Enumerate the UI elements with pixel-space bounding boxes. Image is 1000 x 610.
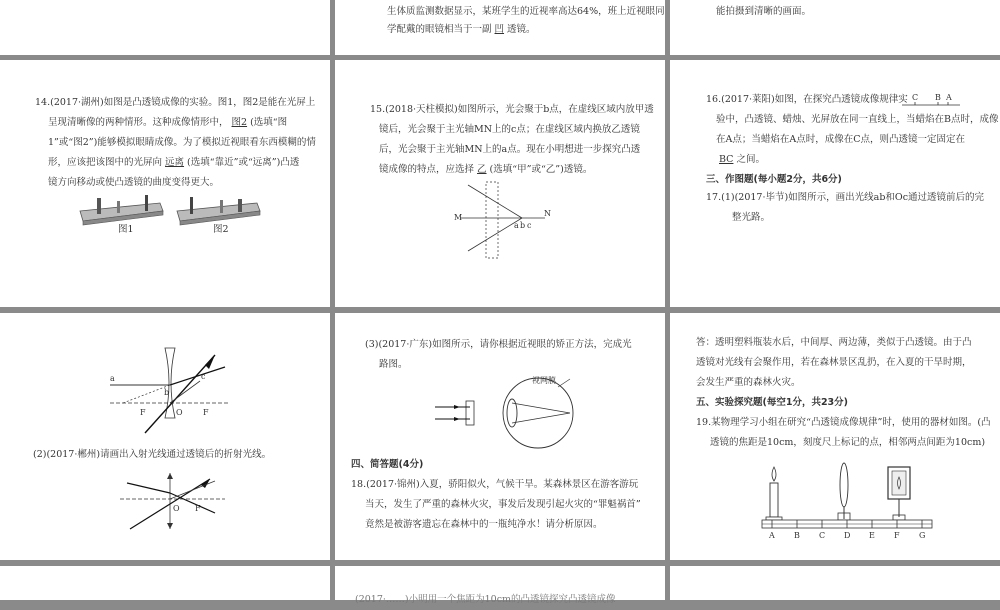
points-on-axis-diagram [900,94,962,110]
q18-line3: 竟然是被游客遗忘在森林中的一瓶纯净水！请分析原因。 [365,519,603,530]
q16-line2: 验中，凸透镜、蜡烛、光屏放在同一直线上，当蜡焰在B点时，成像 [716,114,999,125]
myopia-eye-diagram [430,375,580,451]
text-line: 能拍摄到清晰的画面。 [716,6,812,17]
converging-light-diagram [450,180,550,262]
label-A: A [946,93,952,102]
answer-blank: 凹 [494,24,505,35]
label-B: B [935,93,941,102]
text-fragment: 形，应该把该图中的光屏向 [48,157,163,168]
q17-2-text: (2)(2017·郴州)请画出入射光线通过透镜后的折射光线。 [33,449,272,460]
label-a: a [110,374,115,383]
text-line [387,20,536,40]
text-line: 生体质监测数据显示，某班学生的近视率高达64%，班上近视眼同 [387,6,665,17]
q17-line2: 整光路。 [732,212,771,223]
ruler-label: D [844,531,851,540]
panel-r1-right [670,0,1000,55]
text-fragment: (选填“靠近”或“远离”)凸透 [187,157,300,168]
answer-blank: 远离 [165,157,185,168]
panel-r1-left [0,0,330,55]
q17-3-line2: 路图。 [379,359,408,370]
q15-line2: 镜后，光会聚于主光轴MN上的c点；在虚线区域内换放乙透镜 [379,124,640,135]
section-heading: 三、作图题(每小题2分，共6分) [706,174,842,185]
panel-r4-mid [335,566,665,605]
q14-line2 [48,113,287,133]
label-b: b [520,221,526,230]
q14-line3: 1”或“图2”)能够模拟眼睛成像。为了模拟近视眼看东西模糊的情 [48,137,316,148]
ruler-label: A [769,531,775,540]
q15-line3: 后，光会聚于主光轴MN上的a点。现在小明想进一步探究凸透 [379,144,641,155]
q16-line1: 16.(2017·莱阳)如图，在探究凸透镜成像规律实 [706,94,908,105]
panel-q17-3-q18 [335,313,665,560]
label-O: O [176,408,183,417]
q19-line2: 透镜的焦距是10cm，刻度尺上标记的点，相邻两点间距为10cm) [710,437,986,448]
label-retina: 视网膜 [532,376,556,385]
convex-lens-ray-diagram [115,471,230,533]
figure-caption: 图2 [213,224,229,235]
panel-q16 [670,60,1000,307]
q16-line3: 在A点；当蜡焰在A点时，成像在C点，则凸透镜一定固定在 [716,134,965,145]
ruler-label: B [794,531,800,540]
label-N: N [544,209,551,218]
q14-line1: 14.(2017·湖州)如图是凸透镜成像的实验。图1，图2是能在光屏上 [35,97,316,108]
panel-q14 [0,60,330,307]
ruler-label: C [819,531,826,540]
text-fragment: 透镜。 [507,24,536,35]
answer-blank: 乙 [477,164,487,175]
ruler-label: E [869,531,875,540]
label-a: a [514,221,519,230]
concave-lens-ray-diagram [105,343,235,423]
label-c: c [201,372,206,381]
text-line-cutoff: (2017·……)小明用一个焦距为10cm的凸透镜探究凸透镜成像 [355,594,616,605]
label-F-right: F [203,408,209,417]
figure-caption: 图1 [118,224,134,235]
q15-line1: 15.(2018·天柱模拟)如图所示，光会聚于b点，在虚线区域内放甲透 [370,104,654,115]
q17-line1: 17.(1)(2017·毕节)如图所示，画出光线ab和Oc通过透镜前后的完 [706,192,985,203]
panel-r1-mid [335,0,665,55]
ruler-label: F [894,531,900,540]
text-fragment: 呈现清晰像的两种情形。这种成像情形中， [48,117,229,128]
answer-blank: 图2 [231,117,248,128]
optical-bench-ruler-diagram [760,453,935,543]
label-b: b [164,388,170,397]
panel-r4-right [670,566,1000,600]
text-fragment: (选填“图 [250,117,288,128]
q19-line1: 19.某物理学习小组在研究“凸透镜成像规律”时，使用的器材如图。(凸 [696,417,991,428]
ruler-label: G [919,531,926,540]
section-heading: 四、简答题(4分) [351,459,424,470]
q14-line4 [48,153,299,173]
panel-q17-figs [0,313,330,560]
q16-line4 [716,150,765,170]
text-fragment: 学配戴的眼镜相当于一副 [387,24,492,35]
answer-line3: 会发生严重的森林火灾。 [696,377,801,388]
label-F: F [195,504,201,513]
q14-line5: 镜方向移动或使凸透镜的曲度变得更大。 [48,177,220,188]
q17-3-line1: (3)(2017·广东)如图所示，请你根据近视眼的矫正方法，完成光 [365,339,632,350]
label-O: O [173,504,180,513]
text-fragment: (选填“甲”或“乙”)透镜。 [489,164,593,175]
label-F-left: F [140,408,146,417]
panel-q18-answer-q19 [670,313,1000,560]
label-c: c [527,221,532,230]
answer-blank: BC [719,154,734,165]
section-heading: 五、实验探究题(每空1分，共23分) [696,397,849,408]
text-fragment: 之间。 [736,154,765,165]
label-M: M [454,213,463,222]
q15-line4 [379,160,592,180]
answer-line1: 答：透明塑料瓶装水后，中间厚、两边薄，类似于凸透镜。由于凸 [696,337,972,348]
q18-line2: 当天，发生了严重的森林火灾，事发后发现引起火灾的“罪魁祸首” [365,499,641,510]
answer-line2: 透镜对光线有会聚作用，若在森林景区乱扔，在入夏的干旱时期， [696,357,972,368]
text-fragment: 镜成像的特点，应选择 [379,164,475,175]
panel-q15 [335,60,665,307]
panel-r4-left [0,566,330,600]
label-C: C [912,93,919,102]
q18-line1: 18.(2017·锦州)入夏，骄阳似火，气候干旱。某森林景区在游客游玩 [351,479,639,490]
